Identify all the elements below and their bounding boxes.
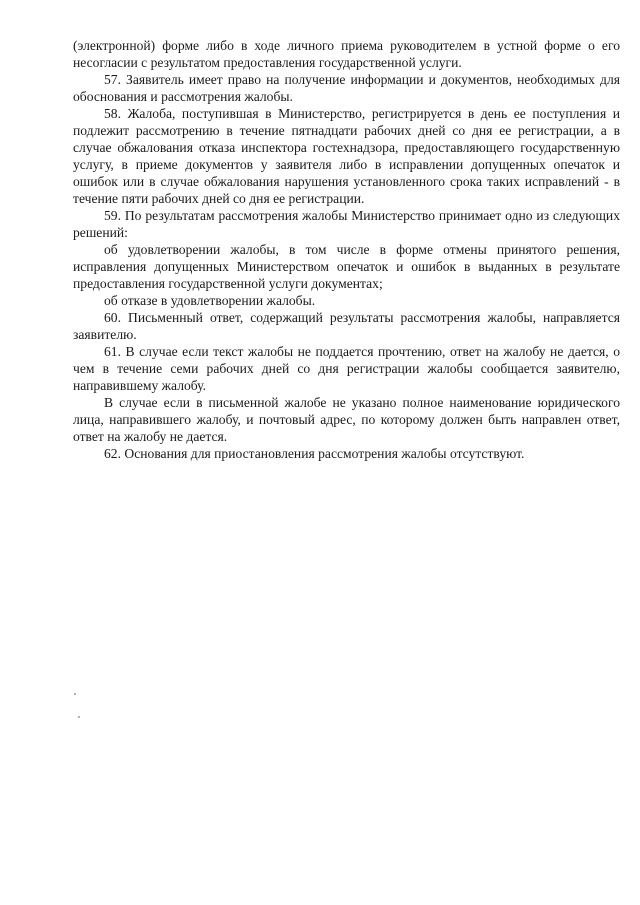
document-body — [73, 37, 620, 462]
paragraph-61-addendum: В случае если в письменной жалобе не указано полное наименование юридического лица, направившего жалобу, и почтовый адрес, по которому должен быть направлен ответ, ответ на жалобу не дается. — [73, 395, 620, 444]
paragraph-58: 58. Жалоба, поступившая в Министерство, регистрируется в день ее поступления и подлежит рассмотрению в течение пятнадцати рабочих дней со дня ее регистрации, а в случае обжалования отказа инспектора гостехнадзора, предоставляющего государственную услугу, в приеме документов у заявителя либо в исправлении допущенных опечаток и ошибок или в случае обжалования нарушения установленного срока таких исправлений - в течение пяти рабочих дней со дня ее регистрации. — [73, 106, 620, 206]
paragraph-59-option-satisfy: об удовлетворении жалобы, в том числе в форме отмены принятого решения, исправления допущенных Министерством опечаток и ошибок в выданных в результате предоставления государственной услуги документах; — [73, 242, 620, 291]
scan-speck — [74, 693, 76, 695]
paragraph-59: 59. По результатам рассмотрения жалобы Министерство принимает одно из следующих решений: — [73, 208, 620, 240]
scan-speck — [78, 716, 80, 718]
paragraph-57: 57. Заявитель имеет право на получение информации и документов, необходимых для обоснования и рассмотрения жалобы. — [73, 72, 620, 104]
paragraph-59-option-refuse: об отказе в удовлетворении жалобы. — [104, 293, 316, 308]
paragraph-61: 61. В случае если текст жалобы не поддается прочтению, ответ на жалобу не дается, о чем в течение семи рабочих дней со дня регистрации жалобы сообщается заявителю, направившему жалобу. — [73, 344, 620, 393]
paragraph-62: 62. Основания для приостановления рассмотрения жалобы отсутствуют. — [104, 446, 525, 461]
paragraph-continuation: (электронной) форме либо в ходе личного приема руководителем в устной форме о его несогласии с результатом предоставления государственной услуги. — [73, 38, 620, 70]
paragraph-60: 60. Письменный ответ, содержащий результаты рассмотрения жалобы, направляется заявителю. — [73, 310, 620, 342]
